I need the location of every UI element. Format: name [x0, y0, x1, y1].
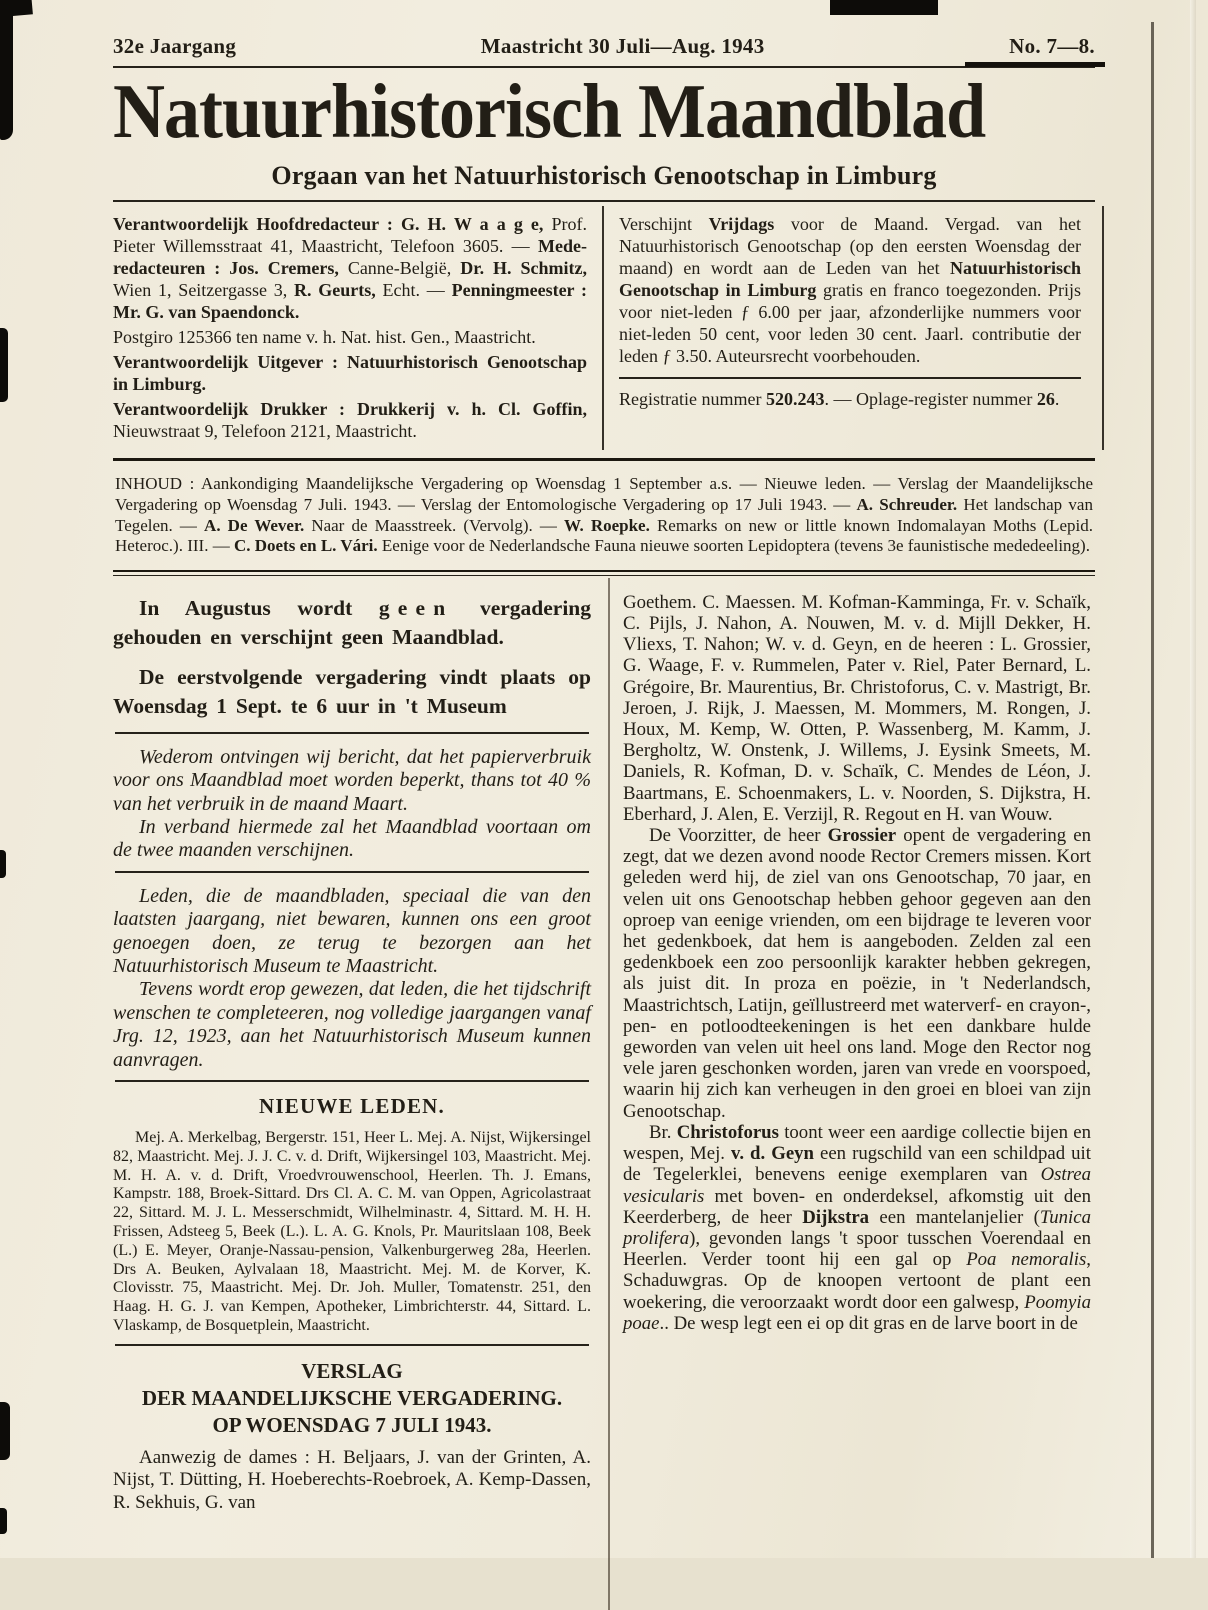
meeting-report-heading-line-3: OP WOENSDAG 7 JULI 1943.	[212, 1412, 492, 1437]
chairman-speech-paragraph: De Voorzitter, de heer Grossier opent de vergadering en zegt, dat we dezen avond noode Rector Cremers missen. Kort geleden werd hij, de ziel van ons Genootschap, 70 jaar, en velen uit ons Genootschap hebben gehoor gegeven aan den oproep van eenige vrienden, om een bijdrage te leveren voor het gedenkboek, dat hem is aangeboden. Zelden zal een gedenkboek een zoo persoonlijk karakter hebben gekregen, als juist dit. In proza en poëzie, in 't Nederlandsch, Maastrichtsch, Latijn, geïllustreerd met waterverf- en crayon-, pen- en potloodteekeningen is het een dankbare hulde geworden van velen uit heel ons land. Moge den Rector nog vele jaren geschonken worden, jaren van vrede en voorspoed, waarin hij zich kan verheugen in den groei en bloei van zijn Genootschap.	[623, 825, 1091, 1122]
header-rule-thick-segment	[965, 62, 1105, 67]
publication-terms: Verschijnt Vrijdags voor de Maand. Vergad. van het Natuurhistorisch Genootschap (op den eersten Woensdag der maand) en wordt aan de Leden van het Natuurhistorisch Genootschap in Limburg gratis en franco toegezonden. Prijs voor niet-leden ƒ 6.00 per jaar, afzonderlijke nummers voor niet-leden 50 cent, voor leden 30 cent. Jaarl. contributie der leden ƒ 3.50. Auteursrecht voorbehouden.	[619, 214, 1082, 367]
announcement-no-meeting: In Augustus wordt geen vergadering gehouden en verschijnt geen Maandblad.	[113, 595, 592, 650]
issue-date: Maastricht 30 Juli—Aug. 1943	[480, 34, 765, 58]
issue-header	[113, 34, 1095, 59]
registration-rule	[619, 377, 1081, 379]
attendance-paragraph: Aanwezig de dames : H. Beljaars, J. van der Grinten, A. Nijst, T. Dütting, H. Hoeberechts-Roebroek, A. Kemp-Dassen, R. Sekhuis, G. van	[113, 1446, 591, 1513]
section-rule-3	[115, 1080, 589, 1082]
publisher-line: Verantwoordelijk Uitgever : Natuurhistorisch Genootschap in Limburg.	[113, 352, 587, 395]
announcement-next-meeting: De eerstvolgende vergadering vindt plaats op Woensdag 1 Sept. te 6 uur in 't Museum	[113, 664, 591, 719]
registration-line: Registratie nummer 520.243. — Oplage-register nummer 26.	[619, 389, 1060, 410]
new-members-paragraph: Mej. A. Merkelbag, Bergerstr. 151, Heer L. Mej. A. Nijst, Wijkersingel 82, Maastricht. Mej. J. J. C. v. d. Drift, Wijkersingel 103, Maastricht. Mej. M. H. A. v. d. Drift, Vroedvrouwenschool, Heerlen. Th. J. Emans, Kampstr. 188, Broek-Sittard. Drs Cl. A. C. M. van Oppen, Agricolastraat 22, Sittard. M. J. L. Messerschmidt, Wilhelminastr. 4, Sittard. M. H. H. Frissen, Adsteeg 5, Beek (L.). L. A. G. Knols, Pr. Mauritslaan 108, Beek (L.) E. Meyer, Oranje-Nassau-pension, Valkenburgerweg 28a, Heerlen. Drs A. Beuken, Aylvalaan 18, Maastricht. Mej. M. de Korver, K. Clovisstr. 75, Maastricht. Mej. Dr. Joh. Muller, Tomatenstr. 251, den Haag. H. G. J. van Kempen, Apotheker, Limbrichterstr. 44, Sittard. L. Vlaskamp, de Bosquetplein, Maastricht.	[113, 1129, 591, 1335]
scan-artifact-left-blob-2	[0, 850, 6, 878]
scan-artifact-left-blob-4	[0, 1508, 7, 1534]
return-issues-notice: Leden, die de maandbladen, speciaal die van den laatsten jaargang, niet bewaren, kunnen ons een groot genoegen doen, ze terug te bezorgen aan het Natuurhistorisch Museum te Maastricht.	[113, 884, 591, 978]
masthead-editors	[113, 213, 601, 445]
scan-artifact-left-strip	[0, 8, 13, 140]
paper-restriction-notice: Wederom ontvingen wij bericht, dat het papierverbruik voor ons Maandblad moet worden beperkt, thans tot 40 % van het verbruik in de maand Maart.	[113, 745, 591, 815]
table-of-contents: INHOUD : Aankondiging Maandelijksche Vergadering op Woensdag 1 September a.s. — Nieuwe leden. — Verslag der Maandelijksche Vergadering op Woensdag 7 Juli. 1943. — Verslag der Entomologische Vergadering op 17 Juli 1943. — A. Schreuder. Het landschap van Tegelen. — A. De Wever. Naar de Maasstreek. (Vervolg). — W. Roepke. Remarks on new or little known Indomalayan Moths (Lepid. Heteroc.). III. — C. Doets en L. Vári. Eenige voor de Nederlandsche Fauna nieuwe soorten Lepidoptera (tevens 3e faunistische mededeeling).	[115, 474, 1093, 556]
meeting-report-heading-line-1: VERSLAG	[301, 1358, 403, 1383]
section-heading-new-members: NIEUWE LEDEN.	[259, 1094, 445, 1119]
exhibits-paragraph: Br. Christoforus toont weer een aardige collectie bijen en wespen, Mej. v. d. Geyn een rugschild van een schildpad uit de Tegelerklei, benevens eenige exemplaren van Ostrea vesicularis met boven- en onderdeksel, afkomstig uit den Keerderberg, de heer Dijkstra een mantelanjelier (Tunica prolifera), gevonden langs 't spoor tusschen Voerendaal en Heerlen. Verder toont hij een gal op Poa nemoralis, Schaduwgras. Op de knoopen vertoont de plant een woekering, die veroorzaakt wordt door een galwesp, Poomyia poae.. De wesp legt een ei op dit gras en de larve boort in de	[623, 1121, 1091, 1334]
printer-line: Verantwoordelijk Drukker : Drukkerij v. h. Cl. Goffin, Nieuwstraat 9, Telefoon 2121, Maastricht.	[113, 399, 587, 442]
page-edge-line	[1151, 22, 1154, 1558]
section-rule-4	[115, 1344, 589, 1346]
section-rule-2	[115, 871, 589, 873]
page-title: Natuurhistorisch Maandblad	[113, 67, 986, 155]
masthead-publication-info	[601, 213, 1081, 445]
masthead-right-border-line	[1102, 206, 1104, 450]
volume-label: 32e Jaargang	[113, 34, 237, 58]
column-divider-line	[608, 578, 610, 1610]
scan-artifact-left-blob-1	[0, 328, 8, 402]
section-rule-1	[115, 732, 589, 734]
bimonthly-notice: In verband hiermede zal het Maandblad voortaan om de twee maanden verschijnen.	[113, 816, 591, 862]
masthead	[113, 202, 1095, 454]
back-issues-notice: Tevens wordt erop gewezen, dat leden, die het tijdschrift wenschen te completeeren, nog volledige jaargangen vanaf Jrg. 12, 1923, aan het Natuurhistorisch Museum kunnen aanvragen.	[113, 978, 591, 1071]
section-heading-meeting-report	[113, 1358, 591, 1439]
postgiro-line: Postgiro 125366 ten name v. h. Nat. hist. Gen., Maastricht.	[113, 327, 536, 348]
scan-artifact-left-blob-3	[0, 1402, 10, 1460]
left-column	[113, 592, 605, 1600]
page-edge-crease	[1190, 0, 1196, 1558]
meeting-report-heading-line-2: DER MAANDELIJKSCHE VERGADERING.	[141, 1385, 563, 1410]
page-subtitle: Orgaan van het Natuurhistorisch Genootschap in Limburg	[271, 161, 937, 191]
body-columns	[113, 576, 1095, 1600]
right-column	[605, 592, 1091, 1600]
attendance-continuation-paragraph: Goethem. C. Maessen. M. Kofman-Kamminga, Fr. v. Schaïk, C. Pijls, J. Nahon, A. Nouwen, M. v. d. Mijll Dekker, H. Vliexs, T. Nahon; W. v. d. Geyn, en de heeren : L. Grossier, G. Waage, F. v. Rummelen, Pater v. Riel, Pater Bernard, L. Grégoire, Br. Maurentius, Br. Christoforus, C. v. Mastrigt, Br. Jeroen, J. Rijk, J. Maessen, M. Mommers, M. Rongen, J. Houx, M. Kemp, W. Otten, P. Wassenberg, M. Kamm, J. Bergholtz, W. Onstenk, J. Willems, J. Eysink Smeets, M. Daniels, R. Kofman, D. v. Schaïk, C. Mendes de Léon, J. Baartmans, E. Schoenmakers, L. v. Noorden, S. Dijkstra, H. Eberhard, J. Alen, E. Verzijl, R. Regout en H. van Wouw.	[623, 591, 1091, 825]
editor-in-chief-line: Verantwoordelijk Hoofdredacteur : G. H. W a a g e, Prof. Pieter Willemsstraat 41, Maastricht, Telefoon 3605. — Mede-redacteuren : Jos. Cremers, Canne-België, Dr. H. Schmitz, Wien 1, Seitzergasse 3, R. Geurts, Echt. — Penningmeester : Mr. G. van Spaendonck.	[113, 214, 588, 323]
page-content	[113, 0, 1095, 1600]
masthead-divider-line	[602, 206, 604, 450]
issue-number: No. 7—8.	[1009, 34, 1095, 58]
